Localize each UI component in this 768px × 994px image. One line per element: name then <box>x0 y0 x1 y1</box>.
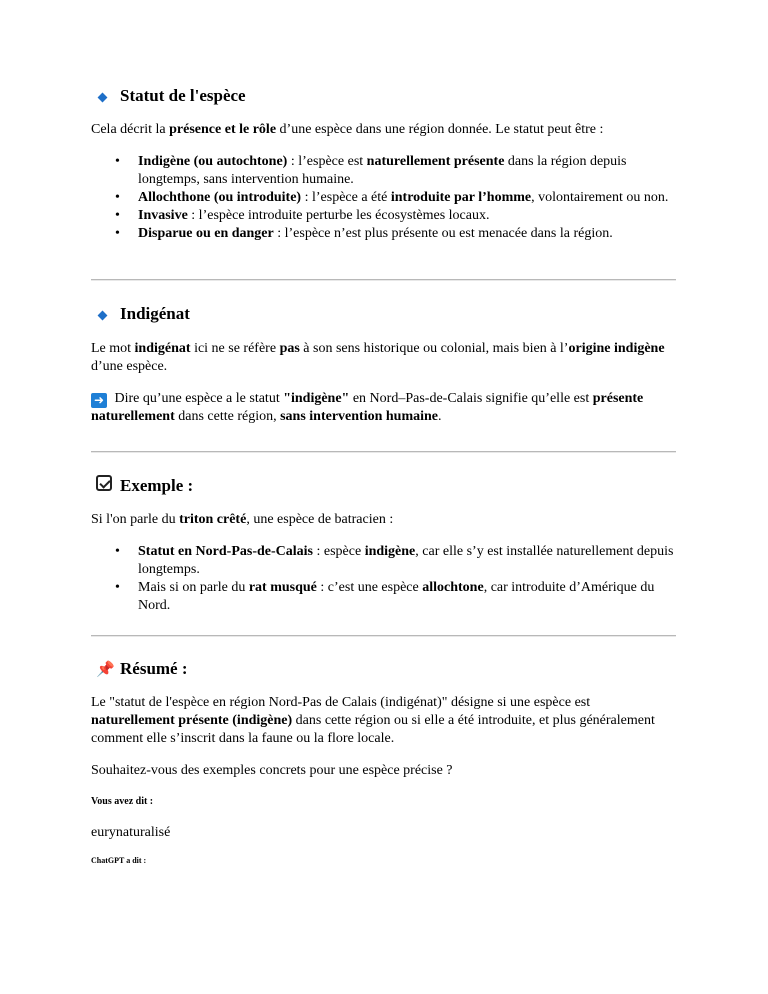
section-title: Résumé : <box>120 659 188 678</box>
pushpin-icon: 📌 <box>96 660 115 678</box>
arrow-right-icon: ➜ <box>91 393 107 408</box>
list-item: • Disparue ou en danger : l’espèce n’est plus présente ou est menacée dans la région. <box>91 225 676 243</box>
divider <box>91 635 676 637</box>
list-item: • Invasive : l’espèce introduite perturbe les écosystèmes locaux. <box>91 207 676 225</box>
list-item: • Indigène (ou autochtone) : l’espèce est naturellement présente dans la région depuis longtemps, sans intervention humaine. <box>91 153 676 189</box>
follow-up-question: Souhaitez-vous des exemples concrets pour une espèce précise ? <box>91 763 453 778</box>
list-item: • Mais si on parle du rat musqué : c’est une espèce allochtone, car introduite d’Amérique du Nord. <box>91 579 676 615</box>
indigenat-paragraph: Le mot indigénat ici ne se réfère pas à son sens historique ou colonial, mais bien à l’origine indigène d’une espèce. <box>91 341 665 374</box>
list-item: • Statut en Nord-Pas-de-Calais : espèce indigène, car elle s’y est installée naturellement depuis longtemps. <box>91 543 676 579</box>
section-title: Exemple : <box>120 475 194 495</box>
exemple-list <box>91 543 676 615</box>
section-heading-indigenat <box>91 304 190 324</box>
blue-diamond-icon <box>96 86 118 106</box>
section-title: Indigénat <box>120 304 190 323</box>
section-heading-resume <box>91 659 188 679</box>
resume-paragraph: Le "statut de l'espèce en région Nord-Pas de Calais (indigénat)" désigne si une espèce est naturellement présente (indigène) dans cette région ou si elle a été introduite, et plus généralement comment elle s’inscrit dans la faune ou la flore locale. <box>91 695 655 746</box>
blue-diamond-icon <box>96 304 118 324</box>
user-message: eurynaturalisé <box>91 825 171 840</box>
check-box-icon <box>96 475 118 496</box>
statut-list <box>91 153 676 243</box>
statut-intro: Cela décrit la présence et le rôle d’une espèce dans une région donnée. Le statut peut être : <box>91 122 604 137</box>
divider <box>91 279 676 281</box>
section-heading-statut <box>91 86 246 106</box>
section-title: Statut de l'espèce <box>120 86 246 105</box>
exemple-intro: Si l'on parle du triton crêté, une espèce de batracien : <box>91 512 394 527</box>
assistant-label: ChatGPT a dit : <box>91 856 147 865</box>
list-item: • Allochthone (ou introduite) : l’espèce a été introduite par l’homme, volontairement ou non. <box>91 189 676 207</box>
section-heading-exemple <box>91 475 193 496</box>
indigenat-note: ➜ Dire qu’une espèce a le statut "indigène" en Nord–Pas-de-Calais signifie qu’elle est présente naturellement dans cette région, sans intervention humaine. <box>91 391 644 424</box>
divider <box>91 451 676 453</box>
user-label: Vous avez dit : <box>91 796 154 807</box>
